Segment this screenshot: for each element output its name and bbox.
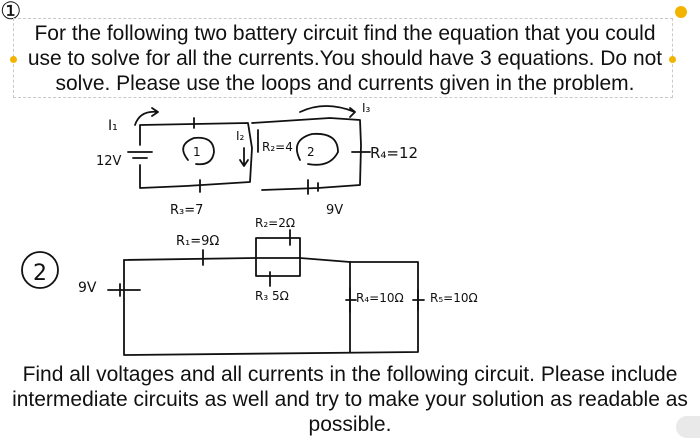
- current-i1-arrow-icon: [135, 108, 158, 125]
- problem1-text: For the following two battery circuit find the equation that you could use to solve for all the currents.You should have 3 equations. Do not solve. Please use the loops and currents given in the problem.: [27, 22, 663, 95]
- problem2-text: Find all voltages and all currents in the following circuit. Please include intermediate circuits as well and try to make your solution as readable as possible.: [12, 363, 688, 436]
- label-r5: R₅=10Ω: [430, 291, 478, 305]
- label-i3: I₃: [362, 101, 371, 115]
- label-i1: I₁: [108, 118, 118, 134]
- problem1-marker: ①: [0, 0, 22, 25]
- scroll-indicator-icon[interactable]: [676, 416, 700, 438]
- label-r2: R₂=2Ω: [255, 216, 296, 230]
- label-r1: R₁=9Ω: [176, 234, 220, 249]
- label-r2: R₂=4: [262, 140, 293, 154]
- resistor-r4-icon: [346, 288, 356, 312]
- current-i3-arrow-icon: [300, 106, 355, 117]
- current-i2-arrow-icon: [240, 148, 248, 166]
- circuit2-wire-top: [124, 258, 350, 262]
- circuit1-sketch: [96, 101, 418, 218]
- label-i2: I₂: [236, 129, 245, 143]
- circuit2-inner-box: [256, 238, 300, 276]
- circuit2-wire: [124, 260, 418, 355]
- label-battery1: 12V: [96, 154, 122, 169]
- battery1-icon: [128, 152, 152, 158]
- label-battery2: 9V: [326, 203, 344, 218]
- problem2-marker: 2: [33, 261, 47, 286]
- label-r3: R₃=7: [170, 203, 204, 218]
- resistor-r5-icon: [413, 290, 424, 310]
- circuit2-sketch: [22, 216, 478, 355]
- label-loop1: 1: [193, 145, 201, 159]
- battery2-icon: [308, 180, 318, 194]
- label-r4: R₄=12: [370, 144, 419, 162]
- label-r4: R₄=10Ω: [356, 291, 404, 305]
- label-loop2: 2: [307, 145, 315, 159]
- loop2-arrow-icon: [297, 134, 338, 165]
- label-r3: R₃ 5Ω: [255, 289, 289, 303]
- label-battery-9v: 9V: [78, 280, 97, 296]
